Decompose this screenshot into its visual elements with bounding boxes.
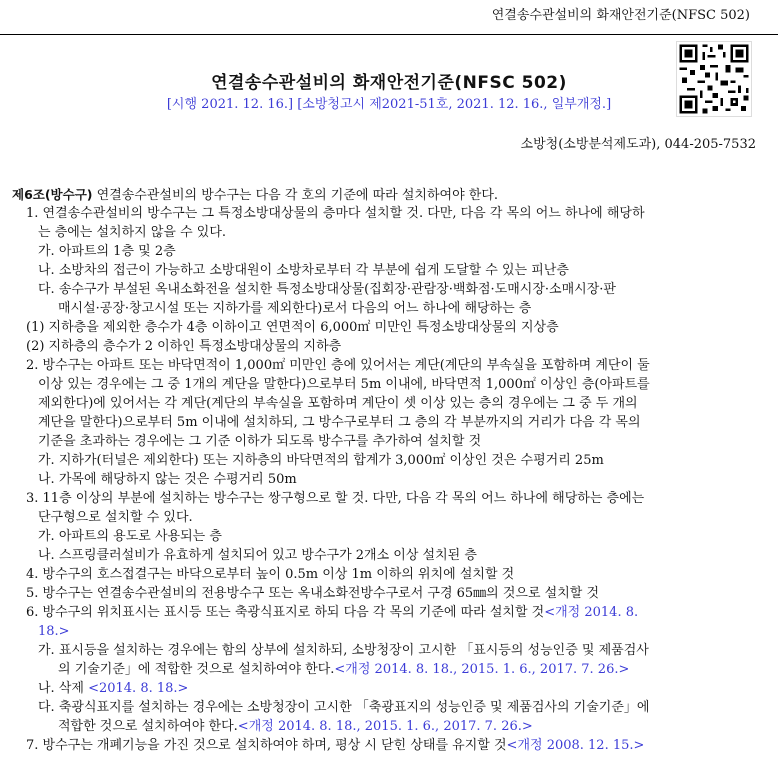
amendment-link[interactable]: <개정 2014. 8. [544, 605, 639, 620]
article-line [12, 395, 764, 414]
line-text: 이상 있는 경우에는 그 중 1개의 계단을 말한다)으로부터 5m 이내에, 바닥면적 1,000㎡ 이상인 층(아파트를 [38, 377, 650, 392]
article-line [12, 243, 764, 262]
line-text: 다. 송수구가 부설된 옥내소화전을 설치한 특정소방대상물(집회장·관람장·백화점·도매시장·소매시장·판 [38, 282, 616, 297]
article-heading-line [12, 186, 764, 205]
article-line [12, 281, 764, 300]
line-text: 가. 아파트의 1층 및 2층 [38, 244, 176, 259]
article-line [12, 604, 764, 623]
article-line [12, 205, 764, 224]
agency-contact: 소방청(소방분석제도과), 044-205-7532 [520, 137, 756, 152]
line-text: 5. 방수구는 연결송수관설비의 전용방수구 또는 옥내소화전방수구로서 구경 65㎜의 것으로 설치할 것 [26, 586, 600, 601]
line-text: 적합한 것으로 설치하여야 한다. [58, 719, 238, 734]
article-line [12, 737, 764, 756]
running-header [0, 0, 778, 35]
article-line [12, 300, 764, 319]
article-line [12, 566, 764, 585]
line-text: 6. 방수구의 위치표시는 표시등 또는 축광식표지로 하되 다음 각 목의 기준에 따라 설치할 것 [26, 605, 545, 620]
line-text: 기준을 초과하는 경우에는 그 기준 이하가 되도록 방수구를 추가하여 설치할 것 [38, 434, 482, 449]
article-intro: 연결송수관설비의 방수구는 다음 각 호의 기준에 따라 설치하여야 한다. [92, 188, 499, 203]
article-line [12, 528, 764, 547]
article-line [12, 623, 764, 642]
line-text: 단구형으로 설치할 수 있다. [38, 510, 193, 525]
article-line [12, 452, 764, 471]
article-line [12, 699, 764, 718]
line-text: 3. 11층 이상의 부분에 설치하는 방수구는 쌍구형으로 할 것. 다만, 다음 각 목의 어느 하나에 해당하는 층에는 [26, 491, 645, 506]
article-line [12, 680, 764, 699]
line-text: 의 기술기준」에 적합한 것으로 설치하여야 한다. [58, 662, 335, 677]
article-body [12, 186, 764, 756]
article-line [12, 585, 764, 604]
article-line [12, 262, 764, 281]
article-line [12, 433, 764, 452]
line-text: 1. 연결송수관설비의 방수구는 그 특정소방대상물의 층마다 설치할 것. 다만, 다음 각 목의 어느 하나에 해당하 [26, 206, 645, 221]
document-title: 연결송수관설비의 화재안전기준(NFSC 502) [211, 73, 567, 93]
amendment-link[interactable]: <개정 2014. 8. 18., 2015. 1. 6., 2017. 7. 26.> [237, 719, 533, 734]
article-line [12, 661, 764, 680]
amendment-link[interactable]: <개정 2014. 8. 18., 2015. 1. 6., 2017. 7. 26.> [334, 662, 630, 677]
running-title: 연결송수관설비의 화재안전기준(NFSC 502) [491, 8, 750, 23]
line-text: 다. 축광식표지를 설치하는 경우에는 소방청장이 고시한 「축광표지의 성능인증 및 제품검사의 기술기준」에 [38, 700, 650, 715]
line-text: 나. 가목에 해당하지 않는 것은 수평거리 50m [38, 472, 297, 487]
article-line [12, 357, 764, 376]
line-text: 나. 스프링클러설비가 유효하게 설치되어 있고 방수구가 2개소 이상 설치된 층 [38, 548, 477, 563]
line-text: 4. 방수구의 호스접결구는 바닥으로부터 높이 0.5m 이상 1m 이하의 위치에 설치할 것 [26, 567, 515, 582]
amendment-link[interactable]: <개정 2008. 12. 15.> [506, 738, 645, 753]
line-text: 가. 아파트의 용도로 사용되는 층 [38, 529, 222, 544]
line-text: 2. 방수구는 아파트 또는 바닥면적이 1,000㎡ 미만인 층에 있어서는 계단(계단의 부속실을 포함하며 계단이 둘 [26, 358, 650, 373]
line-text: 가. 지하가(터널은 제외한다) 또는 지하층의 바닥면적의 합계가 3,000㎡ 이상인 것은 수평거리 25m [38, 453, 604, 468]
document-subtitle[interactable]: [시행 2021. 12. 16.] [소방청고시 제2021-51호, 2021. 12. 16., 일부개정.] [166, 97, 612, 112]
line-text: 제외한다)에 있어서는 각 계단(계단의 부속실을 포함하며 계단이 셋 이상 있는 층의 경우에는 그 중 두 개의 [38, 396, 638, 411]
article-lines [12, 205, 764, 756]
line-text: 매시설·공장·창고시설 또는 지하가를 제외한다)로서 다음의 어느 하나에 해당하는 층 [58, 301, 532, 316]
article-line [12, 414, 764, 433]
article-line [12, 718, 764, 737]
article-line [12, 376, 764, 395]
line-text: 계단을 말한다)으로부터 5m 이내에 설치하되, 그 방수구로부터 그 층의 각 부분까지의 거리가 다음 각 목의 [38, 415, 641, 430]
amendment-link[interactable]: <2014. 8. 18.> [88, 681, 189, 696]
article-line [12, 547, 764, 566]
article-line [12, 642, 764, 661]
line-text: 나. 소방차의 접근이 가능하고 소방대원이 소방차로부터 각 부분에 쉽게 도달할 수 있는 피난층 [38, 263, 569, 278]
article-line [12, 471, 764, 490]
article-line [12, 224, 764, 243]
line-text: 7. 방수구는 개폐기능을 가진 것으로 설치하여야 하며, 평상 시 닫힌 상태를 유지할 것 [26, 738, 507, 753]
article-line [12, 490, 764, 509]
line-text: (1) 지하층을 제외한 층수가 4층 이하이고 연면적이 6,000㎡ 미만인 특정소방대상물의 지상층 [26, 320, 559, 335]
article-line [12, 338, 764, 357]
line-text: 가. 표시등을 설치하는 경우에는 함의 상부에 설치하되, 소방청장이 고시한 「표시등의 성능인증 및 제품검사 [38, 643, 649, 658]
amendment-link[interactable]: 18.> [38, 624, 70, 639]
article-line [12, 509, 764, 528]
line-text: 는 층에는 설치하지 않을 수 있다. [38, 225, 227, 240]
line-text: 나. 삭제 [38, 681, 89, 696]
article-line [12, 319, 764, 338]
line-text: (2) 지하층의 층수가 2 이하인 특정소방대상물의 지하층 [26, 339, 342, 354]
article-heading: 제6조(방수구) [12, 187, 93, 202]
